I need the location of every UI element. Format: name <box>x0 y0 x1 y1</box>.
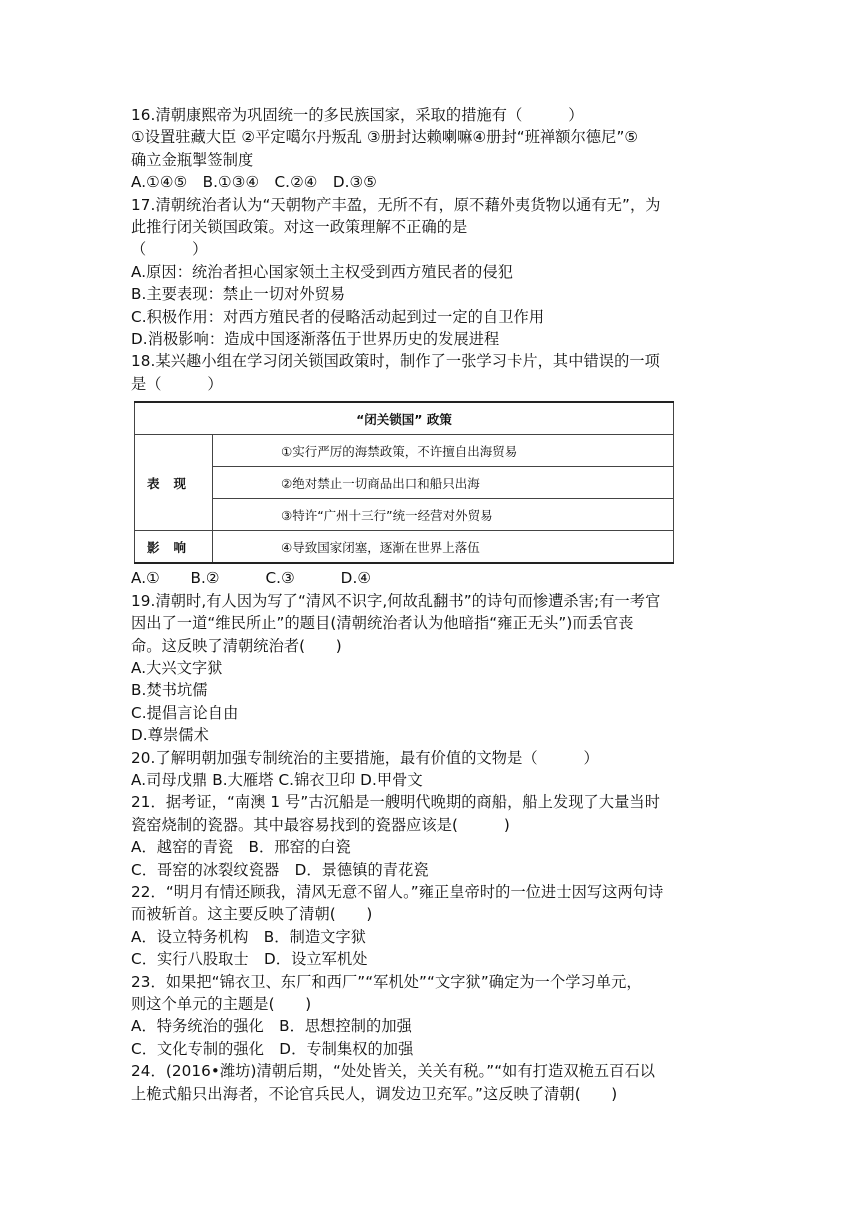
study-card-item-4: ④导致国家闭塞，逐渐在世界上落伍 <box>213 531 674 564</box>
question-19-stem: 19.清朝时,有人因为写了“清风不识字,何故乱翻书”的诗句而惨遭杀害;有一考官 <box>131 591 661 610</box>
study-card-item-1: ①实行严厉的海禁政策，不许擅自出海贸易 <box>213 435 674 467</box>
question-21 <box>131 791 731 881</box>
exam-page <box>131 104 731 1105</box>
question-16-stem-3: 确立金瓶掣签制度 <box>131 150 254 169</box>
question-19-option-b: B.焚书坑儒 <box>131 681 208 700</box>
question-19-option-a: A.大兴文字狱 <box>131 658 223 677</box>
question-16-stem-2: ①设置驻藏大臣 ②平定噶尔丹叛乱 ③册封达赖喇嘛④册封“班禅额尔德尼”⑤ <box>131 128 639 147</box>
study-card-header: “闭关锁国” 政策 <box>135 402 674 435</box>
question-17-option-d: D.消极影响：造成中国逐渐落伍于世界历史的发展进程 <box>131 330 500 349</box>
study-card-item-3: ③特许“广州十三行”统一经营对外贸易 <box>213 499 674 531</box>
study-card-item-2: ②绝对禁止一切商品出口和船只出海 <box>213 467 674 499</box>
question-22-options-ab: A．设立特务机构 B．制造文字狱 <box>131 927 367 946</box>
question-16-options: A.①④⑤ B.①③④ C.②④ D.③⑤ <box>131 173 377 192</box>
question-24-stem-2: 上桅式船只出海者，不论官兵民人，调发边卫充军。”这反映了清朝( ) <box>131 1084 618 1103</box>
question-19-option-d: D.尊崇儒术 <box>131 726 209 745</box>
question-19 <box>131 590 731 747</box>
question-16-stem: 16.清朝康熙帝为巩固统一的多民族国家，采取的措施有（ ） <box>131 106 584 124</box>
question-21-options-cd: C．哥窑的冰裂纹瓷器 D．景德镇的青花瓷 <box>131 860 429 879</box>
question-23-options-cd: C．文化专制的强化 D．专制集权的加强 <box>131 1039 414 1058</box>
question-20 <box>131 747 731 792</box>
question-16 <box>131 104 731 194</box>
study-card-label-performance: 表现 <box>135 435 213 531</box>
question-20-stem: 20.了解明朝加强专制统治的主要措施，最有价值的文物是（ ） <box>131 748 599 767</box>
question-22-stem: 22．“明月有情还顾我，清风无意不留人。”雍正皇帝时的一位进士因写这两句诗 <box>131 882 664 901</box>
study-card-table <box>134 401 674 564</box>
question-18-stem: 18.某兴趣小组在学习闭关锁国政策时，制作了一张学习卡片，其中错误的一项 <box>131 352 660 371</box>
question-19-stem-2: 因出了一道“维民所止”的题目(清朝统治者认为他暗指“雍正无头”)而丢官丧 <box>131 614 634 633</box>
question-21-options-ab: A．越窑的青瓷 B．邢窑的白瓷 <box>131 838 351 857</box>
study-card-label-impact: 影响 <box>135 531 213 564</box>
question-24-stem: 24．(2016•潍坊)清朝后期，“处处皆关，关关有税。”“如有打造双桅五百石以 <box>131 1062 656 1081</box>
question-24 <box>131 1060 731 1105</box>
question-17-option-a: A.原因：统治者担心国家领土主权受到西方殖民者的侵犯 <box>131 262 514 281</box>
question-17-option-c: C.积极作用：对西方殖民者的侵略活动起到过一定的自卫作用 <box>131 307 545 326</box>
question-18 <box>131 350 731 589</box>
question-19-option-c: C.提倡言论自由 <box>131 703 239 722</box>
question-22-options-cd: C．实行八股取士 D．设立军机处 <box>131 950 368 969</box>
question-17 <box>131 194 731 351</box>
question-17-stem-2: 此推行闭关锁国政策。对这一政策理解不正确的是 <box>131 218 468 237</box>
question-19-stem-3: 命。这反映了清朝统治者( ) <box>131 636 342 655</box>
question-23 <box>131 971 731 1061</box>
question-17-stem-3: （ ） <box>131 240 208 259</box>
question-18-stem-2: 是（ ） <box>131 374 223 393</box>
question-17-stem: 17.清朝统治者认为“天朝物产丰盈，无所不有，原不藉外夷货物以通有无”，为 <box>131 195 661 214</box>
question-22 <box>131 881 731 971</box>
question-23-options-ab: A．特务统治的强化 B．思想控制的加强 <box>131 1017 412 1036</box>
question-17-option-b: B.主要表现：禁止一切对外贸易 <box>131 285 346 304</box>
question-18-options: A.① B.② C.③ D.④ <box>131 569 372 588</box>
question-20-options: A.司母戊鼎 B.大雁塔 C.锦衣卫印 D.甲骨文 <box>131 770 423 789</box>
question-23-stem: 23．如果把“锦衣卫、东厂和西厂”“军机处”“文字狱”确定为一个学习单元， <box>131 972 642 991</box>
question-21-stem: 21．据考证，“南澳 1 号”古沉船是一艘明代晚期的商船，船上发现了大量当时 <box>131 793 660 812</box>
question-21-stem-2: 瓷窑烧制的瓷器。其中最容易找到的瓷器应该是( ) <box>131 815 510 834</box>
question-22-stem-2: 而被斩首。这主要反映了清朝( ) <box>131 905 373 924</box>
question-23-stem-2: 则这个单元的主题是( ) <box>131 995 312 1013</box>
